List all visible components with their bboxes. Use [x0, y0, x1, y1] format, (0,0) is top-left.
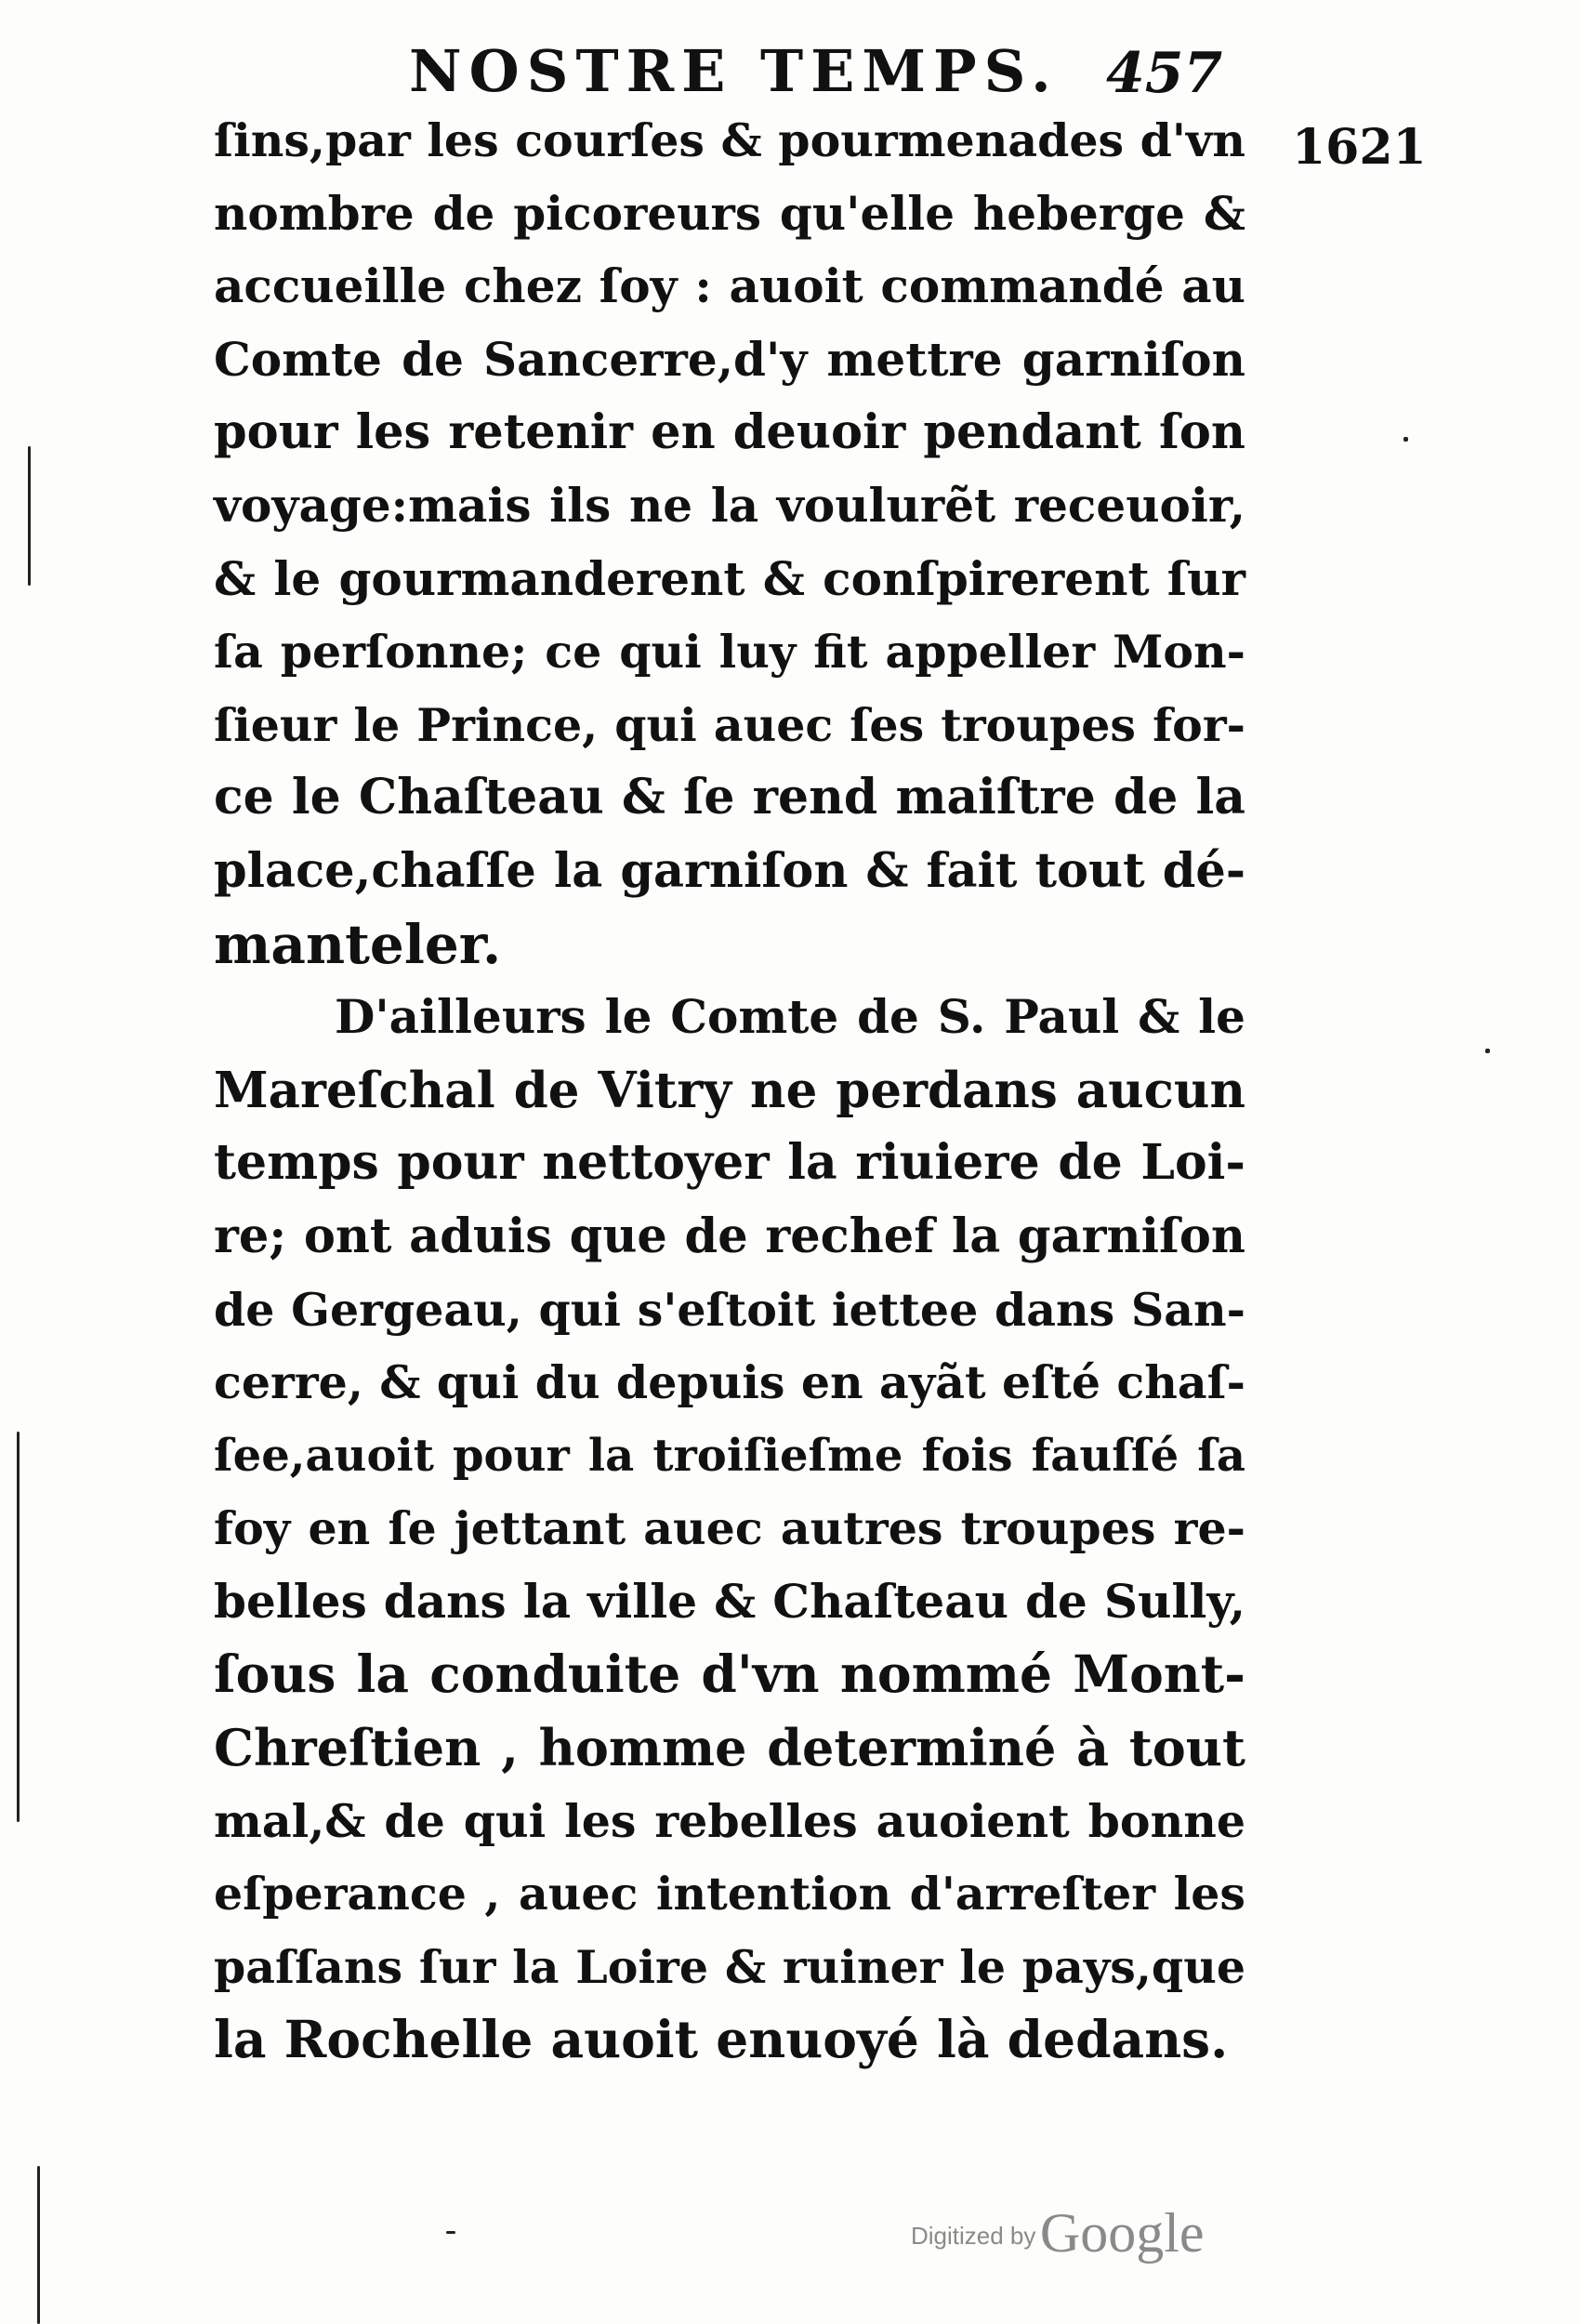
- running-title: NOSTRE TEMPS.: [409, 37, 1059, 105]
- text-line: Chreſtien , homme determiné à tout: [214, 1718, 1245, 1778]
- body-text: [214, 104, 1245, 2077]
- google-logo: Google: [1039, 2202, 1205, 2264]
- text-line: ſieur le Prince, qui auec ſes troupes for-: [214, 697, 1245, 752]
- text-line: belles dans la ville & Chaſteau de Sully,: [214, 1573, 1245, 1629]
- scan-edge-mark: [37, 2166, 40, 2324]
- text-line: ſous la conduite d'vn nommé Mont-: [214, 1644, 1245, 1705]
- text-line: de Gergeau, qui s'eſtoit iettee dans San-: [214, 1282, 1245, 1337]
- text-line: cerre, & qui du depuis en ayãt eſté chaſ-: [214, 1355, 1245, 1410]
- text-line: eſperance , auec intention d'arreſter les: [214, 1867, 1245, 1921]
- text-line: voyage:mais ils ne la voulurẽt receuoir,: [214, 477, 1245, 533]
- text-line: ſa perſonne; ce qui luy fit appeller Mon-: [214, 625, 1245, 680]
- text-line: temps pour nettoyer la riuiere de Loi-: [214, 1134, 1245, 1192]
- text-line: pour les retenir en deuoir pendant ſon: [214, 404, 1245, 461]
- scan-speck: [446, 2231, 455, 2234]
- text-line: accueille chez ſoy : auoit commandé au: [214, 258, 1245, 314]
- text-line: ſee,auoit pour la troiſieſme fois fauſſé ſa: [214, 1429, 1245, 1482]
- text-line: la Rochelle auoit enuoyé là dedans.: [214, 2009, 1229, 2070]
- text-line: re; ont aduis que de rechef la garniſon: [214, 1208, 1245, 1264]
- scan-edge-mark: [28, 446, 31, 586]
- digitization-watermark: [911, 2201, 1205, 2265]
- page-number: 457: [1106, 41, 1223, 106]
- text-line: D'ailleurs le Comte de S. Paul & le: [335, 989, 1245, 1045]
- text-line: Comte de Sancerre,d'y mettre garniſon: [214, 331, 1245, 387]
- scan-speck: [1403, 437, 1408, 442]
- scan-speck: [1485, 1049, 1490, 1053]
- scan-edge-mark: [17, 1432, 20, 1822]
- text-line: manteler.: [214, 912, 502, 976]
- text-line: & le gourmanderent & conſpirerent ſur: [214, 550, 1245, 606]
- text-line: ſins,par les courſes & pourmenades d'vn: [214, 113, 1245, 167]
- text-line: Mareſchal de Vitry ne perdans aucun: [214, 1061, 1245, 1119]
- text-line: nombre de picoreurs qu'elle heberge &: [214, 185, 1245, 241]
- text-line: mal,& de qui les rebelles auoient bonne: [214, 1793, 1245, 1848]
- text-line: paſſans ſur la Loire & ruiner le pays,que: [214, 1939, 1245, 1994]
- watermark-prefix: Digitized by: [911, 2222, 1036, 2250]
- text-line: ce le Chaſteau & ſe rend maiſtre de la: [214, 769, 1245, 826]
- text-line: place,chaſſe la garniſon & fait tout dé-: [214, 842, 1245, 899]
- text-line: foy en ſe jettant auec autres troupes re-: [214, 1501, 1245, 1556]
- margin-year-note: 1621: [1292, 119, 1427, 176]
